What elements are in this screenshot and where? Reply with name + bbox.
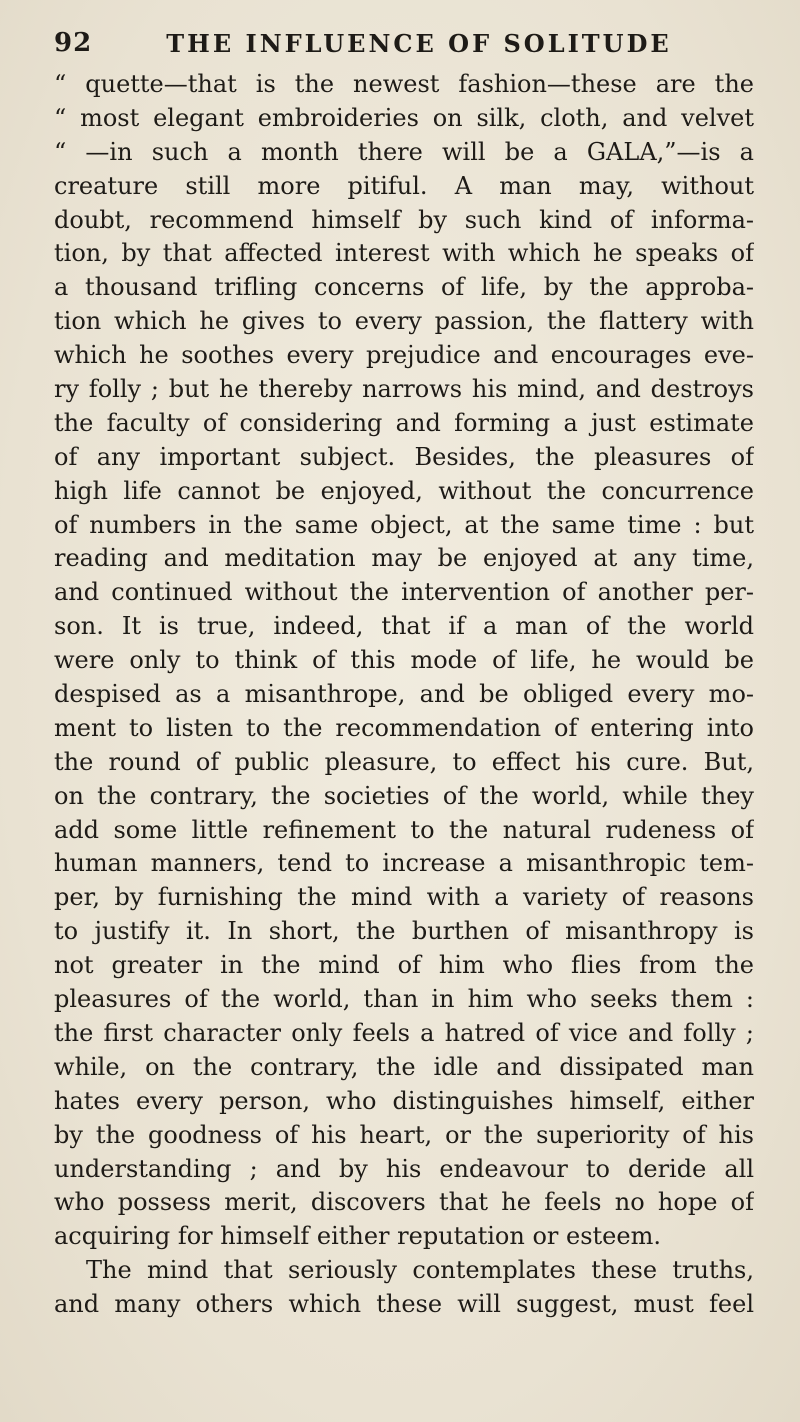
text-line: “ most elegant embroideries on silk, cloth, and velvet <box>54 103 754 132</box>
text-line: and continued without the intervention of another per- <box>54 578 754 607</box>
text-line: pleasures of the world, than in him who seeks them : <box>54 985 754 1014</box>
text-line: ry folly ; but he thereby narrows his mind, and destroys <box>54 375 754 404</box>
text-line: despised as a misanthrope, and be obliged every mo- <box>54 680 754 709</box>
text-line: of numbers in the same object, at the same time : but <box>54 510 754 539</box>
text-line: ment to listen to the recommendation of entering into <box>54 713 754 742</box>
text-line: hates every person, who distinguishes himself, either <box>54 1086 754 1115</box>
text-line: “ quette—that is the newest fashion—these are the <box>54 70 754 98</box>
text-line: and many others which these will suggest, must feel <box>54 1290 754 1319</box>
text-line: tion which he gives to every passion, the flattery with <box>54 307 754 336</box>
page-number: 92 <box>54 28 93 58</box>
text-line: the first character only feels a hatred of vice and folly ; <box>54 1018 754 1047</box>
running-title: THE INFLUENCE OF SOLITUDE <box>166 29 672 58</box>
text-line: the faculty of considering and forming a just estimate <box>54 408 754 437</box>
text-line: by the goodness of his heart, or the superiority of his <box>54 1120 754 1149</box>
text-line: add some little refinement to the natural rudeness of <box>54 815 754 844</box>
text-line: which he soothes every prejudice and encourages eve- <box>54 341 754 370</box>
text-line: understanding ; and by his endeavour to deride all <box>54 1154 754 1183</box>
text-line: on the contrary, the societies of the world, while they <box>54 781 754 810</box>
text-line: high life cannot be enjoyed, without the concurrence <box>54 476 754 505</box>
text-line: to justify it. In short, the burthen of misanthropy is <box>54 917 754 946</box>
text-line: human manners, tend to increase a misanthropic tem- <box>54 849 754 878</box>
text-line: not greater in the mind of him who flies from the <box>54 951 754 980</box>
text-line: acquiring for himself either reputation or esteem. <box>54 1222 661 1251</box>
text-line: tion, by that affected interest with which he speaks of <box>54 239 754 268</box>
text-line: “ —in such a month there will be a GALA,”—is a <box>54 137 754 166</box>
text-line: the round of public pleasure, to effect his cure. But, <box>54 747 754 776</box>
text-line: of any important subject. Besides, the pleasures of <box>54 442 754 471</box>
text-line: a thousand trifling concerns of life, by the approba- <box>54 273 754 302</box>
text-line: were only to think of this mode of life, he would be <box>54 646 754 675</box>
text-line: son. It is true, indeed, that if a man of the world <box>54 612 754 641</box>
text-line: creature still more pitiful. A man may, without <box>54 171 754 200</box>
text-line: The mind that seriously contemplates these truths, <box>86 1256 754 1285</box>
text-line: per, by furnishing the mind with a variety of reasons <box>54 883 754 912</box>
text-line: doubt, recommend himself by such kind of informa- <box>54 205 754 234</box>
page-header <box>54 28 754 68</box>
text-line: who possess merit, discovers that he feels no hope of <box>54 1188 754 1217</box>
text-line: reading and meditation may be enjoyed at any time, <box>54 544 754 573</box>
body-text <box>54 68 754 1322</box>
text-line: while, on the contrary, the idle and dissipated man <box>54 1052 754 1081</box>
